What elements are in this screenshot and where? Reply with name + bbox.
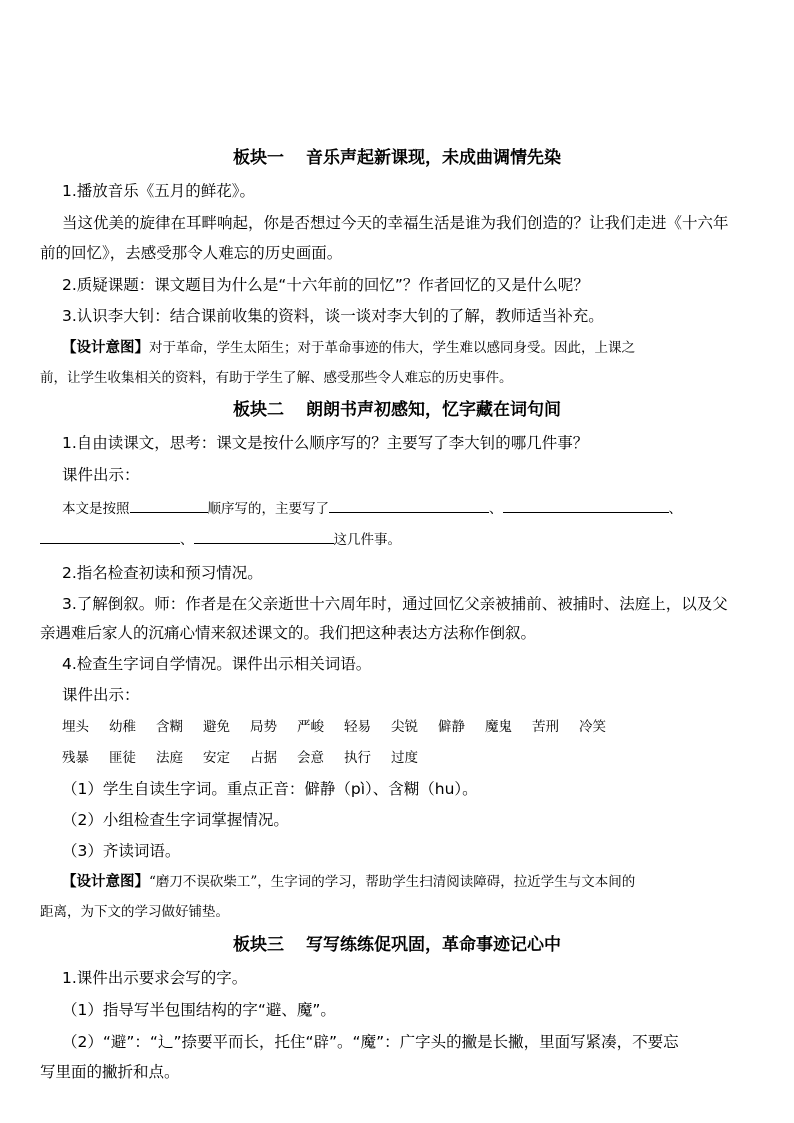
fill-blank (503, 498, 669, 513)
section-3-heading (0, 933, 794, 957)
design-intent-continued: 前，让学生收集相关的资料，有助于学生了解、感受那些令人难忘的历史事件。 (40, 370, 513, 386)
word: 幼稚 (109, 719, 136, 735)
fill-blank (329, 498, 489, 513)
word: 轻易 (344, 719, 371, 735)
word-list-row-2 (62, 748, 762, 768)
word: 尖锐 (391, 719, 418, 735)
section-1-heading (0, 146, 794, 170)
word: 埋头 (62, 719, 89, 735)
word: 占据 (250, 750, 277, 766)
fill-blank (40, 529, 180, 544)
paragraph: 2.指名检查初读和预习情况。 (62, 564, 263, 582)
paragraph: 3.了解倒叙。师：作者是在父亲逝世十六周年时，通过回忆父亲被捕前、被捕时、法庭上，以及父 (62, 595, 728, 613)
paragraph: 亲遇难后家人的沉痛心情来叙述课文的。我们把这种表达方法称作倒叙。 (40, 624, 537, 642)
paragraph: 当这优美的旋律在耳畔响起，你是否想过今天的幸福生活是谁为我们创造的？让我们走进《十六年 (62, 214, 729, 232)
section-2-title: 朗朗书声初感知，忆字藏在词句间 (306, 400, 561, 420)
paragraph: 前的回忆》，去感受那令人难忘的历史画面。 (40, 244, 343, 262)
section-3-number: 板块三 (233, 935, 284, 955)
word: 严峻 (297, 719, 324, 735)
paragraph: （1）学生自读生字词。重点正音：僻静（pì）、含糊（hu）。 (62, 780, 478, 798)
fill-in-line-2: 、 这几件事。 (40, 529, 760, 550)
word: 含糊 (156, 719, 183, 735)
paragraph: 1.课件出示要求会写的字。 (62, 969, 248, 987)
fill-blank (130, 498, 208, 513)
paragraph: 2.质疑课题：课文题目为什么是“十六年前的回忆”？作者回忆的又是什么呢？ (62, 276, 589, 294)
paragraph: （2）“避”：“辶”捺要平而长，托住“辟”。“魔”：广字头的撇是长撇，里面写紧凑，不要忘 (62, 1033, 679, 1051)
paragraph: 课件出示： (62, 466, 140, 484)
paragraph: 3.认识李大钊：结合课前收集的资料，谈一谈对李大钊的了解，教师适当补充。 (62, 307, 604, 325)
paragraph: 1.播放音乐《五月的鲜花》。 (62, 182, 256, 200)
word: 冷笑 (579, 719, 606, 735)
paragraph: （2）小组检查生字词掌握情况。 (62, 811, 289, 829)
word: 法庭 (156, 750, 183, 766)
paragraph: 4.检查生字词自学情况。课件出示相关词语。 (62, 655, 372, 673)
fill-blank (194, 529, 334, 544)
word: 避免 (203, 719, 230, 735)
section-2-heading (0, 398, 794, 422)
word: 执行 (344, 750, 371, 766)
design-intent-label: 【设计意图】 (62, 340, 149, 356)
word: 僻静 (438, 719, 465, 735)
section-1-number: 板块一 (233, 148, 284, 168)
section-1-title: 音乐声起新课现，未成曲调情先染 (306, 148, 561, 168)
design-intent-continued: 距离，为下文的学习做好铺垫。 (40, 904, 229, 920)
paragraph: 课件出示： (62, 686, 140, 704)
design-intent: 【设计意图】“磨刀不误砍柴工”，生字词的学习，帮助学生扫清阅读障碍，拉近学生与文本间的 (62, 874, 636, 890)
paragraph: 1.自由读课文，思考：课文是按什么顺序写的？主要写了李大钊的哪几件事？ (62, 434, 589, 452)
word: 苦刑 (532, 719, 559, 735)
word: 过度 (391, 750, 418, 766)
paragraph: （3）齐读词语。 (62, 842, 181, 860)
word-list-row-1 (62, 717, 762, 737)
paragraph: 写里面的撇折和点。 (40, 1063, 180, 1081)
paragraph: （1）指导写半包围结构的字“避、魔”。 (62, 1001, 336, 1019)
word: 会意 (297, 750, 324, 766)
section-2-number: 板块二 (233, 400, 284, 420)
word: 魔鬼 (485, 719, 512, 735)
word: 局势 (250, 719, 277, 735)
word: 匪徒 (109, 750, 136, 766)
word: 安定 (203, 750, 230, 766)
design-intent-label: 【设计意图】 (62, 874, 149, 890)
design-intent: 【设计意图】对于革命，学生太陌生；对于革命事迹的伟大，学生难以感同身受。因此，上课之 (62, 340, 635, 356)
fill-in-line-1: 本文是按照 顺序写的，主要写了 、 、 (62, 498, 762, 519)
word: 残暴 (62, 750, 89, 766)
section-3-title: 写写练练促巩固，革命事迹记心中 (306, 935, 561, 955)
